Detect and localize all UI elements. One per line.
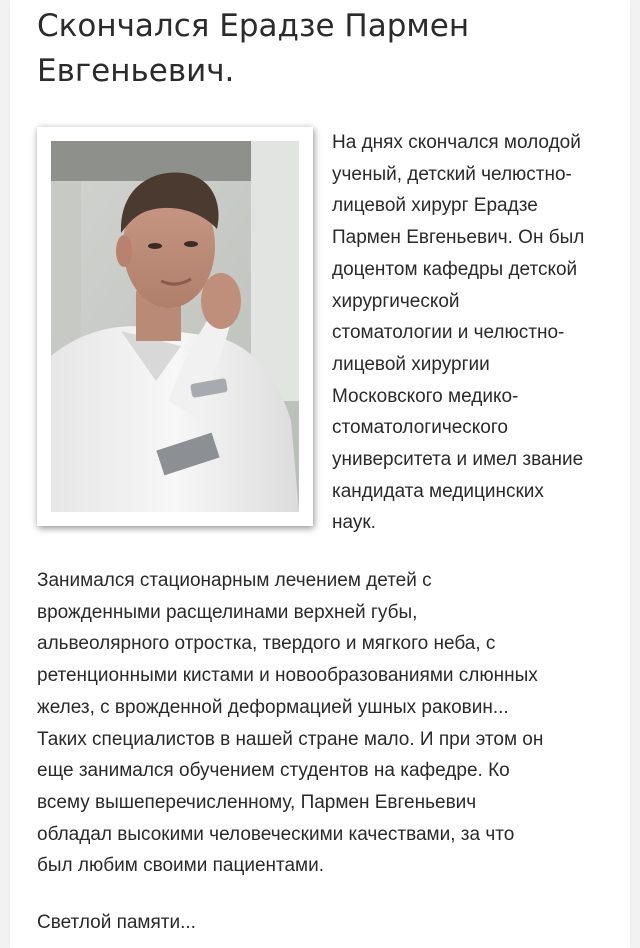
intro-line: стоматологии и челюстно-: [332, 322, 565, 344]
body-line: был любим своими пациентами.: [37, 855, 325, 877]
intro-line: университета и имел звание: [332, 449, 584, 471]
body-line: обладал высокими человеческими качествами, за что: [37, 823, 515, 845]
body-line: Занимался стационарным лечением детей с: [37, 570, 432, 591]
intro-line: хирургической: [332, 290, 460, 312]
body-line: врожденными расщелинами верхней губы,: [37, 601, 418, 623]
intro-line: лицевой хирургии: [332, 353, 490, 375]
body-line: всему вышеперечисленному, Пармен Евгеньевич: [37, 791, 477, 813]
intro-line: ученый, детский челюстно-: [332, 163, 572, 185]
body-paragraph: [37, 565, 627, 882]
body-line: еще занимался обучением студентов на кафедре. Ко: [37, 760, 510, 782]
title-line: Скончался Ерадзе Пармен: [37, 8, 470, 44]
title-line: Евгеньевич.: [37, 53, 235, 89]
intro-line: доцентом кафедры детской: [332, 258, 578, 280]
intro-line: кандидата медицинских: [332, 480, 544, 502]
intro-paragraph: [332, 127, 632, 539]
intro-line: стоматологического: [332, 417, 508, 439]
intro-line: наук.: [332, 512, 376, 534]
body-line: альвеолярного отростка, твердого и мягкого неба, с: [37, 633, 496, 655]
body-line: желез, с врожденной деформацией ушных раковин...: [37, 696, 509, 718]
article-title: [37, 4, 597, 94]
intro-line: На днях скончался молодой: [332, 132, 581, 153]
intro-line: Пармен Евгеньевич. Он был: [332, 227, 585, 249]
intro-line: лицевой хирург Ерадзе: [332, 195, 538, 217]
closing-line: Светлой памяти...: [37, 912, 196, 933]
portrait-photo: [51, 141, 299, 512]
article-card: [10, 0, 630, 948]
body-line: ретенционными кистами и новообразованиями слюнных: [37, 665, 538, 687]
intro-line: Московского медико-: [332, 385, 519, 407]
body-line: Таких специалистов в нашей стране мало. И при этом он: [37, 728, 544, 750]
portrait-frame: [37, 127, 313, 526]
